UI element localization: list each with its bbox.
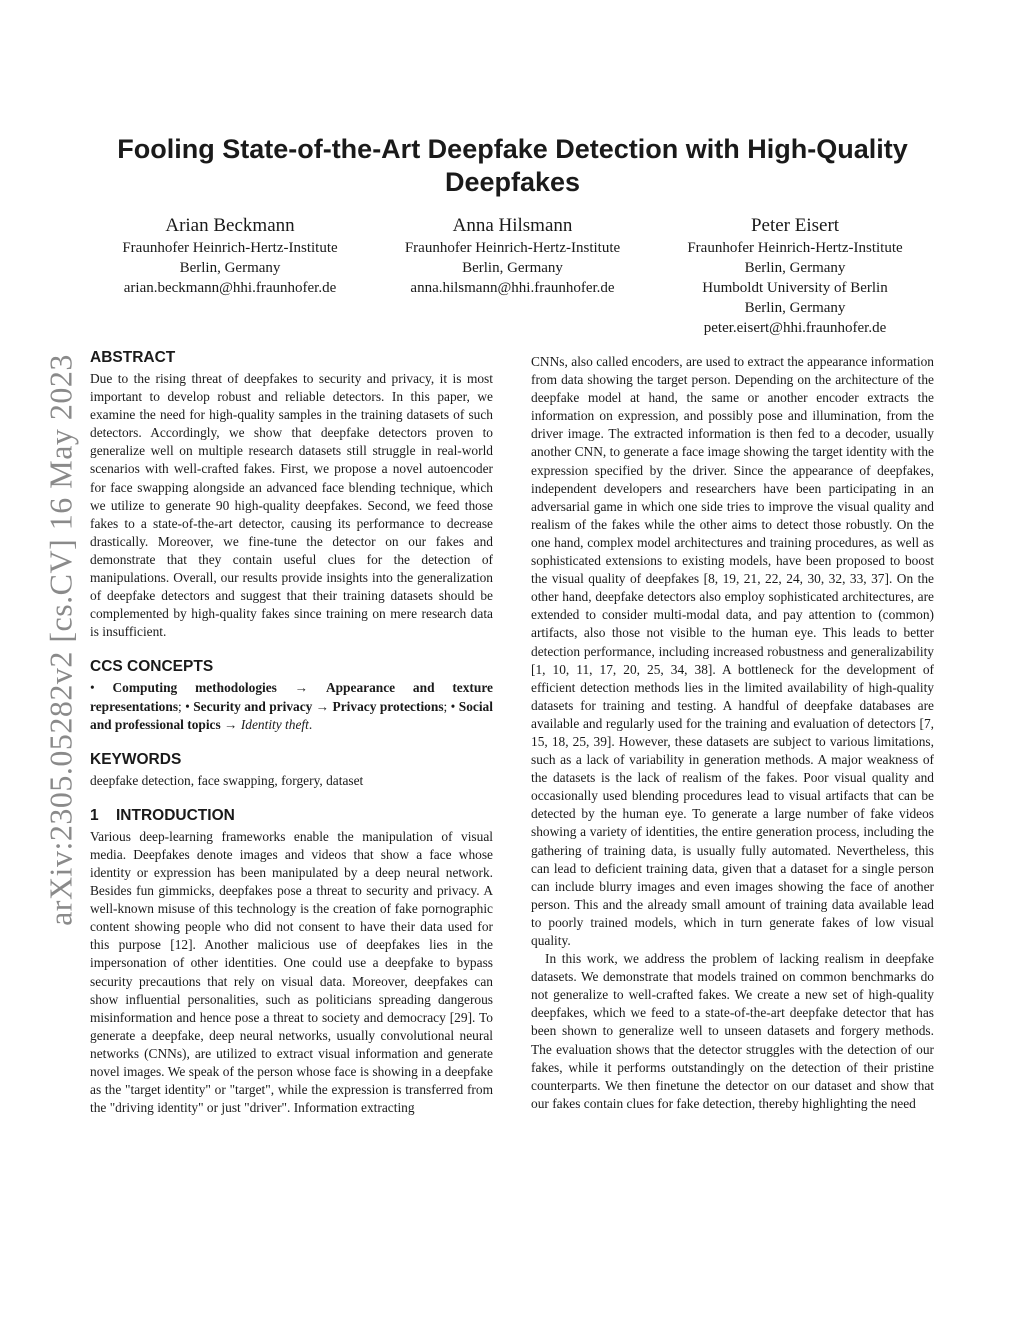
ccs-item-1-a: Computing methodologies (112, 680, 277, 696)
ccs-concepts: • Computing methodologies → Appearance and texture representations; • Security and privacy → Privacy protections; • Social and professional topics → Identity theft. (90, 680, 493, 732)
abstract-text: Due to the rising threat of deepfakes to security and privacy, it is most important to develop robust and reliable detectors. In this paper, we examine the need for high-quality samples in the training datasets of such detectors. Accordingly, we show that deepfake detectors proven to generalize well on multiple research datasets still struggle in real-world scenarios with well-crafted fakes. First, we propose a novel autoencoder for face swapping alongside an advanced face blending technique, which we utilize to generate 90 high-quality deepfakes. Second, we feed those fakes to a state-of-the-art detector, causing its performance to decrease drastically. Moreover, we fine-tune the detector on our fakes and demonstrate that they contain useful clues for the detection of manipulations. Overall, our results provide insights into the generalization of deepfake detectors and suggest that their training datasets should be complemented by high-quality fakes since training on mere research data is insufficient. (90, 371, 493, 640)
keywords-text: deepfake detection, face swapping, forgery, dataset (90, 772, 364, 788)
ccs-item-3-b: Identity theft (240, 716, 309, 732)
introduction-paragraph-1: Various deep-learning frameworks enable the manipulation of visual media. Deepfakes denote images and videos that show a face whose identity or expression has been manipulated by a deep neural network. Besides fun gimmicks, deepfakes pose a threat to security and privacy. A well-known misuse of this technology is the creation of fake pornographic content showing people who did not consent to have their data used for this purpose [12]. Another malicious use of deepfakes lies in the impersonation of other identities. One could use a deepfake to bypass security precautions that rely on visual data. Moreover, deepfakes can show influential personalities, such as politicians spreading dangerous misinformation and hence pose a threat to society and democracy [29]. To generate a deepfake, deep neural networks, usually convolutional neural networks (CNNs), are utilized to extract visual information and generate novel images. We speak of the person whose face is showing in a deepfake as the "target identity" or "target", while the expression is transferred from the "driving identity" or just "driver". Information extracting (90, 828, 493, 1116)
keywords-heading: KEYWORDS (90, 750, 182, 768)
ccs-item-3-a: Social and professional topics (90, 698, 493, 732)
ccs-item-2-a: Security and privacy (193, 698, 313, 714)
left-column (90, 348, 493, 1117)
section-title: INTRODUCTION (116, 806, 235, 824)
author-location: Berlin, Germany (744, 260, 846, 276)
author-2 (373, 214, 653, 338)
author-location: Berlin, Germany (179, 260, 281, 276)
author-name: Arian Beckmann (165, 215, 295, 236)
author-1 (90, 214, 370, 338)
ccs-heading: CCS CONCEPTS (90, 658, 214, 676)
section-number: 1 (90, 806, 99, 824)
right-column (531, 353, 934, 1113)
author-affiliation: Fraunhofer Heinrich-Hertz-Institute (687, 240, 903, 256)
author-email: anna.hilsmann@hhi.fraunhofer.de (410, 280, 615, 296)
author-affiliation: Fraunhofer Heinrich-Hertz-Institute (404, 240, 621, 256)
author-block (90, 214, 935, 338)
introduction-paragraph-2: In this work, we address the problem of lacking realism in deepfake datasets. We demonstrate that models trained on common benchmarks do not generalize to well-crafted fakes. We create a new set of high-quality deepfakes, which we feed to a state-of-the-art deepfake detector that has been shown to generalize well to unseen datasets and forgery methods. The evaluation shows that the detector struggles with the detection of our fakes, while it performs outstandingly on the detection of their pristine counterparts. We then finetune the detector on our dataset and show that our fakes contain clues for fake detection, thereby highlighting the need (531, 951, 934, 1111)
author-email: arian.beckmann@hhi.fraunhofer.de (123, 280, 337, 296)
arxiv-identifier: arXiv:2305.05282v2 [cs.CV] 16 May 2023 (42, 354, 79, 926)
author-location: Berlin, Germany (462, 260, 563, 276)
abstract-heading: ABSTRACT (90, 349, 176, 366)
ccs-item-2-b: Privacy protections (332, 698, 444, 714)
author-name: Peter Eisert (750, 215, 840, 236)
introduction-heading (90, 806, 493, 826)
author-email: peter.eisert@hhi.fraunhofer.de (703, 320, 887, 336)
paper-title: Fooling State-of-the-Art Deepfake Detection with High-Quality Deepfakes (117, 134, 908, 197)
ccs-item-1-b: Appearance and texture representations (90, 680, 493, 714)
author-affiliation: Fraunhofer Heinrich-Hertz-Institute (122, 240, 338, 256)
author-name: Anna Hilsmann (452, 215, 573, 236)
introduction-paragraph-1-continued: CNNs, also called encoders, are used to extract the appearance information from data showing the target person. Depending on the architecture of the deepfake model at hand, the same or another encoder extracts the information on expression, and possibly pose and illumination, from the driver image. The extracted information is then fed to a decoder, usually another CNN, to generate a face image showing the target identity with the expression specified by the driver. Since the appearance of deepfakes, independent developers and researchers have been participating in an adversarial game in which one side tries to improve the visual quality and realism of the fakes while the other aims to detect those robustly. On the one hand, complex model architectures and training procedures, as well as sophisticated extensions to existing models, have been proposed to boost the visual quality of deepfakes [8, 19, 21, 22, 24, 30, 32, 33, 37]. On the other hand, deepfake detectors also employ sophisticated architectures, are extended to consider multi-modal data, and pay attention to (common) artifacts, also those not visible to the human eye. This leads to better detection performance, including increased robustness and generalizability [1, 10, 11, 17, 20, 25, 34, 38]. A bottleneck for the development of efficient detection methods lies in the limited availability of high-quality datasets for training and testing. A handful of deepfake databases are available and regularly used for the training and evaluation of detectors [7, 15, 18, 25, 39]. However, these datasets are subject to various limitations, such as a lack of variability in generation methods. A major weakness of the datasets is the lack of realism of the fakes. Poor visual quality and occasionally used blending procedures lead to visual artifacts that can be detected by the human eye. To generate a large number of fake videos showing a variety of identities, the entire generation process, including the gathering of training data, is usually fully automated. Nevertheless, this can lead to deficient training data, given that a dataset for a single person can include blurry images and even images showing the face of another person. This and the already small amount of training data available lead to poorly trained models, which in turn generate fakes of low visual quality. (531, 354, 934, 948)
author-affiliation-2: Humboldt University of Berlin (702, 280, 888, 296)
author-location-2: Berlin, Germany (744, 300, 846, 316)
author-3 (655, 214, 935, 338)
